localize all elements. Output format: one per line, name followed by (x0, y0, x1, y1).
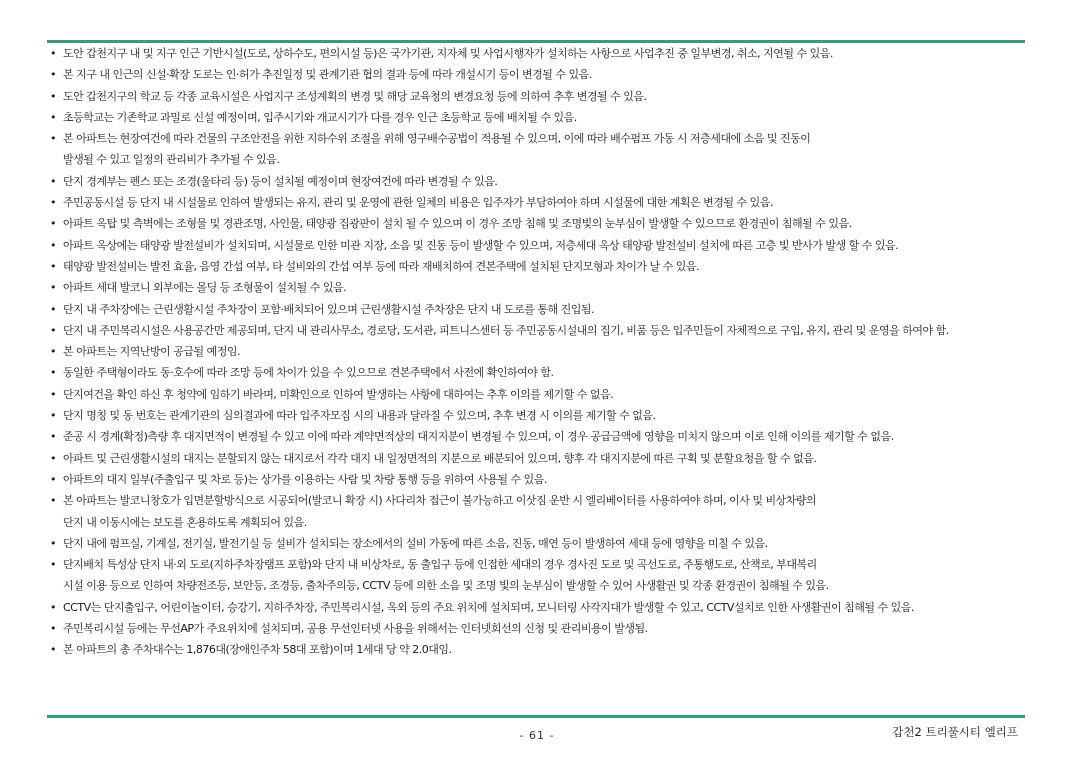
notice-item (50, 341, 1030, 362)
notice-text: 단지여건을 확인 하신 후 청약에 임하기 바라며, 미확인으로 인하여 발생하는 사항에 대하여는 추후 이의를 제기할 수 없음. (63, 387, 614, 401)
bullet-icon: • (50, 409, 56, 423)
notice-item (50, 405, 1030, 426)
bullet-icon: • (50, 47, 56, 60)
notice-item (50, 86, 1030, 107)
notice-text: 본 아파트의 총 주차대수는 1,876대(장애인주차 58대 포함)이며 1세대 당 약 2.0대임. (63, 643, 452, 657)
notice-text-continued: 단지 내 이동시에는 보도를 혼용하도록 계획되어 있음. (63, 515, 307, 529)
notice-item (50, 639, 1030, 660)
bullet-icon: • (50, 323, 56, 337)
bullet-icon: • (50, 345, 56, 359)
notice-item (50, 362, 1030, 383)
notice-text: 도안 갑천지구의 학교 등 각종 교육시설은 사업지구 조성계획의 변경 및 해당 교육청의 변경요청 등에 의하여 추후 변경될 수 있음. (63, 89, 647, 103)
notice-text: 도안 갑천지구 내 및 지구 인근 기반시설(도로, 상하수도, 편의시설 등)은 국가기관, 지자체 및 사업시행자가 설치하는 사항으로 사업추진 중 일부변경, 취소, 지연될 수 있음. (63, 47, 833, 60)
notice-item (50, 128, 1030, 171)
bullet-icon: • (50, 472, 56, 486)
notice-item (50, 192, 1030, 213)
notice-text: 단지 내 주민복리시설은 사용공간만 제공되며, 단지 내 관리사무소, 경로당, 도서관, 피트니스센터 등 주민공동시설내의 집기, 비품 등은 입주민들이 자체적으로 구입, 유지, 관리 및 운영을 하여야 함. (63, 323, 949, 337)
project-title: 갑천2 트리풀시티 엘리프 (892, 725, 1018, 739)
bullet-icon: • (50, 132, 56, 146)
bullet-icon: • (50, 366, 56, 380)
bullet-icon: • (50, 174, 56, 188)
bullet-icon: • (50, 281, 56, 295)
bullet-icon: • (50, 430, 56, 444)
notice-item (50, 533, 1030, 554)
notice-text: 본 아파트는 현장여건에 따라 건물의 구조안전을 위한 지하수위 조절을 위해 영구배수공법이 적용될 수 있으며, 이에 따라 배수펌프 가동 시 저층세대에 소음 및 진동이 (63, 132, 811, 146)
notice-item (50, 43, 1030, 64)
notice-text: 본 아파트는 지역난방이 공급될 예정임. (63, 345, 240, 359)
bullet-icon: • (50, 558, 56, 572)
notice-item (50, 448, 1030, 469)
bullet-icon: • (50, 622, 56, 636)
notice-text: 아파트 옥상에는 태양광 발전설비가 설치되며, 시설물로 인한 미관 지장, 소음 및 진동 등이 발생할 수 있으며, 저층세대 옥상 태양광 발전설비 설치에 따른 고층 빛 반사가 발생 할 수 있음. (63, 238, 899, 252)
notice-item (50, 618, 1030, 639)
bullet-icon: • (50, 259, 56, 273)
bullet-icon: • (50, 196, 56, 210)
notice-item (50, 277, 1030, 298)
notice-text: 아파트 세대 발코니 외부에는 몰딩 등 조형물이 설치될 수 있음. (63, 281, 347, 295)
bullet-icon: • (50, 536, 56, 550)
notice-item (50, 256, 1030, 277)
notice-item (50, 490, 1030, 533)
bullet-icon: • (50, 600, 56, 614)
bullet-icon: • (50, 217, 56, 231)
notice-text: 본 지구 내 인근의 신설·확장 도로는 인·허가 추진일정 및 관계기관 협의 결과 등에 따라 개설시기 등이 변경될 수 있음. (63, 68, 592, 82)
notice-text: 단지 내에 펌프실, 기계실, 전기실, 발전기실 등 설비가 설치되는 장소에서의 설비 가동에 따른 소음, 진동, 매연 등이 발생하여 세대 등에 영향을 미칠 수 있음. (63, 536, 768, 550)
notice-text: 초등학교는 기존학교 과밀로 신설 예정이며, 입주시기와 개교시기가 다를 경우 인근 초등학교 등에 배치될 수 있음. (63, 110, 577, 124)
notice-text: 준공 시 경계(확정)측량 후 대지면적이 변경될 수 있고 이에 따라 계약면적상의 대지지분이 변경될 수 있으며, 이 경우 공급금액에 영향을 미치지 않으며 이로 인해 이의를 제기할 수 없음. (63, 430, 894, 444)
notice-item (50, 299, 1030, 320)
notice-text: 단지 내 주차장에는 근린생활시설 주차장이 포함·배치되어 있으며 근린생활시설 주차장은 단지 내 도로를 통해 진입됨. (63, 302, 594, 316)
bullet-icon: • (50, 387, 56, 401)
notice-item (50, 320, 1030, 341)
notice-item (50, 384, 1030, 405)
bullet-icon: • (50, 643, 56, 657)
notice-text: 주민공동시설 등 단지 내 시설물로 인하여 발생되는 유지, 관리 및 운영에 관한 일체의 비용은 입주자가 부담하여야 하며 시설물에 대한 계획은 변경될 수 있음. (63, 196, 773, 210)
bullet-icon: • (50, 494, 56, 508)
bottom-rule (47, 715, 1025, 718)
notice-text: 단지배치 특성상 단지 내·외 도로(지하주차장램프 포함)와 단지 내 비상차로, 동 출입구 등에 인접한 세대의 경우 경사진 도로 및 곡선도로, 주통행도로, 산책로, 부대복리 (63, 558, 817, 572)
notice-text: 단지 경계부는 펜스 또는 조경(울타리 등) 등이 설치될 예정이며 현장여건에 따라 변경될 수 있음. (63, 174, 498, 188)
notice-item (50, 107, 1030, 128)
notice-item (50, 554, 1030, 597)
notice-text: 주민복리시설 등에는 무선AP가 주요위치에 설치되며, 공용 무선인터넷 사용을 위해서는 인터넷회선의 신청 및 관리비용이 발생됨. (63, 622, 648, 636)
notice-text-continued: 발생될 수 있고 일정의 관리비가 추가될 수 있음. (63, 153, 280, 167)
notice-text: 태양광 발전설비는 발전 효율, 음영 간섭 여부, 타 설비와의 간섭 여부 등에 따라 재배치하여 견본주택에 설치된 단지모형과 차이가 날 수 있음. (63, 259, 699, 273)
bullet-icon: • (50, 68, 56, 82)
notice-item (50, 426, 1030, 447)
notice-item (50, 213, 1030, 234)
notice-text: 아파트 옥탑 및 측벽에는 조형물 및 경관조명, 사인물, 태양광 집광판이 설치 될 수 있으며 이 경우 조망 침해 및 조명빛의 눈부심이 발생할 수 있으므로 환경권이 침해될 수 있음. (63, 217, 852, 231)
notice-text: 동일한 주택형이라도 동·호수에 따라 조망 등에 차이가 있을 수 있으므로 견본주택에서 사전에 확인하여야 함. (63, 366, 554, 380)
notice-item (50, 235, 1030, 256)
notice-text: 아파트의 대지 일부(주출입구 및 차로 등)는 상가를 이용하는 사람 및 차량 통행 등을 위하여 사용될 수 있음. (63, 472, 547, 486)
notice-text: CCTV는 단지출입구, 어린이놀이터, 승강기, 지하주차장, 주민복리시설, 옥외 등의 주요 위치에 설치되며, 모니터링 사각지대가 발생할 수 있고, CCTV설치로 인한 사생활권이 침해될 수 있음. (63, 600, 914, 614)
notice-text-continued: 시설 이용 등으로 인하여 차량전조등, 보안등, 조경등, 출차주의등, CCTV 등에 의한 소음 및 조명 빛의 눈부심이 발생할 수 있어 사생활권 및 각종 환경권이 침해될 수 있음. (63, 579, 829, 593)
notice-item (50, 171, 1030, 192)
page-number: - 61 - (519, 729, 555, 742)
notice-item (50, 469, 1030, 490)
notice-text: 아파트 및 근린생활시설의 대지는 분할되지 않는 대지로서 각각 대지 내 일정면적의 지분으로 배분되어 있으며, 향후 각 대지지분에 따른 구획 및 분할요청을 할 수 없음. (63, 451, 817, 465)
bullet-icon: • (50, 238, 56, 252)
bullet-icon: • (50, 451, 56, 465)
bullet-icon: • (50, 110, 56, 124)
notice-item (50, 597, 1030, 618)
notice-item (50, 64, 1030, 85)
notice-text: 단지 명칭 및 동 번호는 관계기관의 심의결과에 따라 입주자모집 시의 내용과 달라질 수 있으며, 추후 변경 시 이의를 제기할 수 없음. (63, 409, 656, 423)
notice-list (50, 43, 1030, 661)
bullet-icon: • (50, 302, 56, 316)
bullet-icon: • (50, 89, 56, 103)
notice-text: 본 아파트는 발코니창호가 입면분할방식으로 시공되어(발코니 확장 시) 사다리차 접근이 불가능하고 이삿짐 운반 시 엘리베이터를 사용하여야 하며, 이사 및 비상차량의 (63, 494, 817, 508)
